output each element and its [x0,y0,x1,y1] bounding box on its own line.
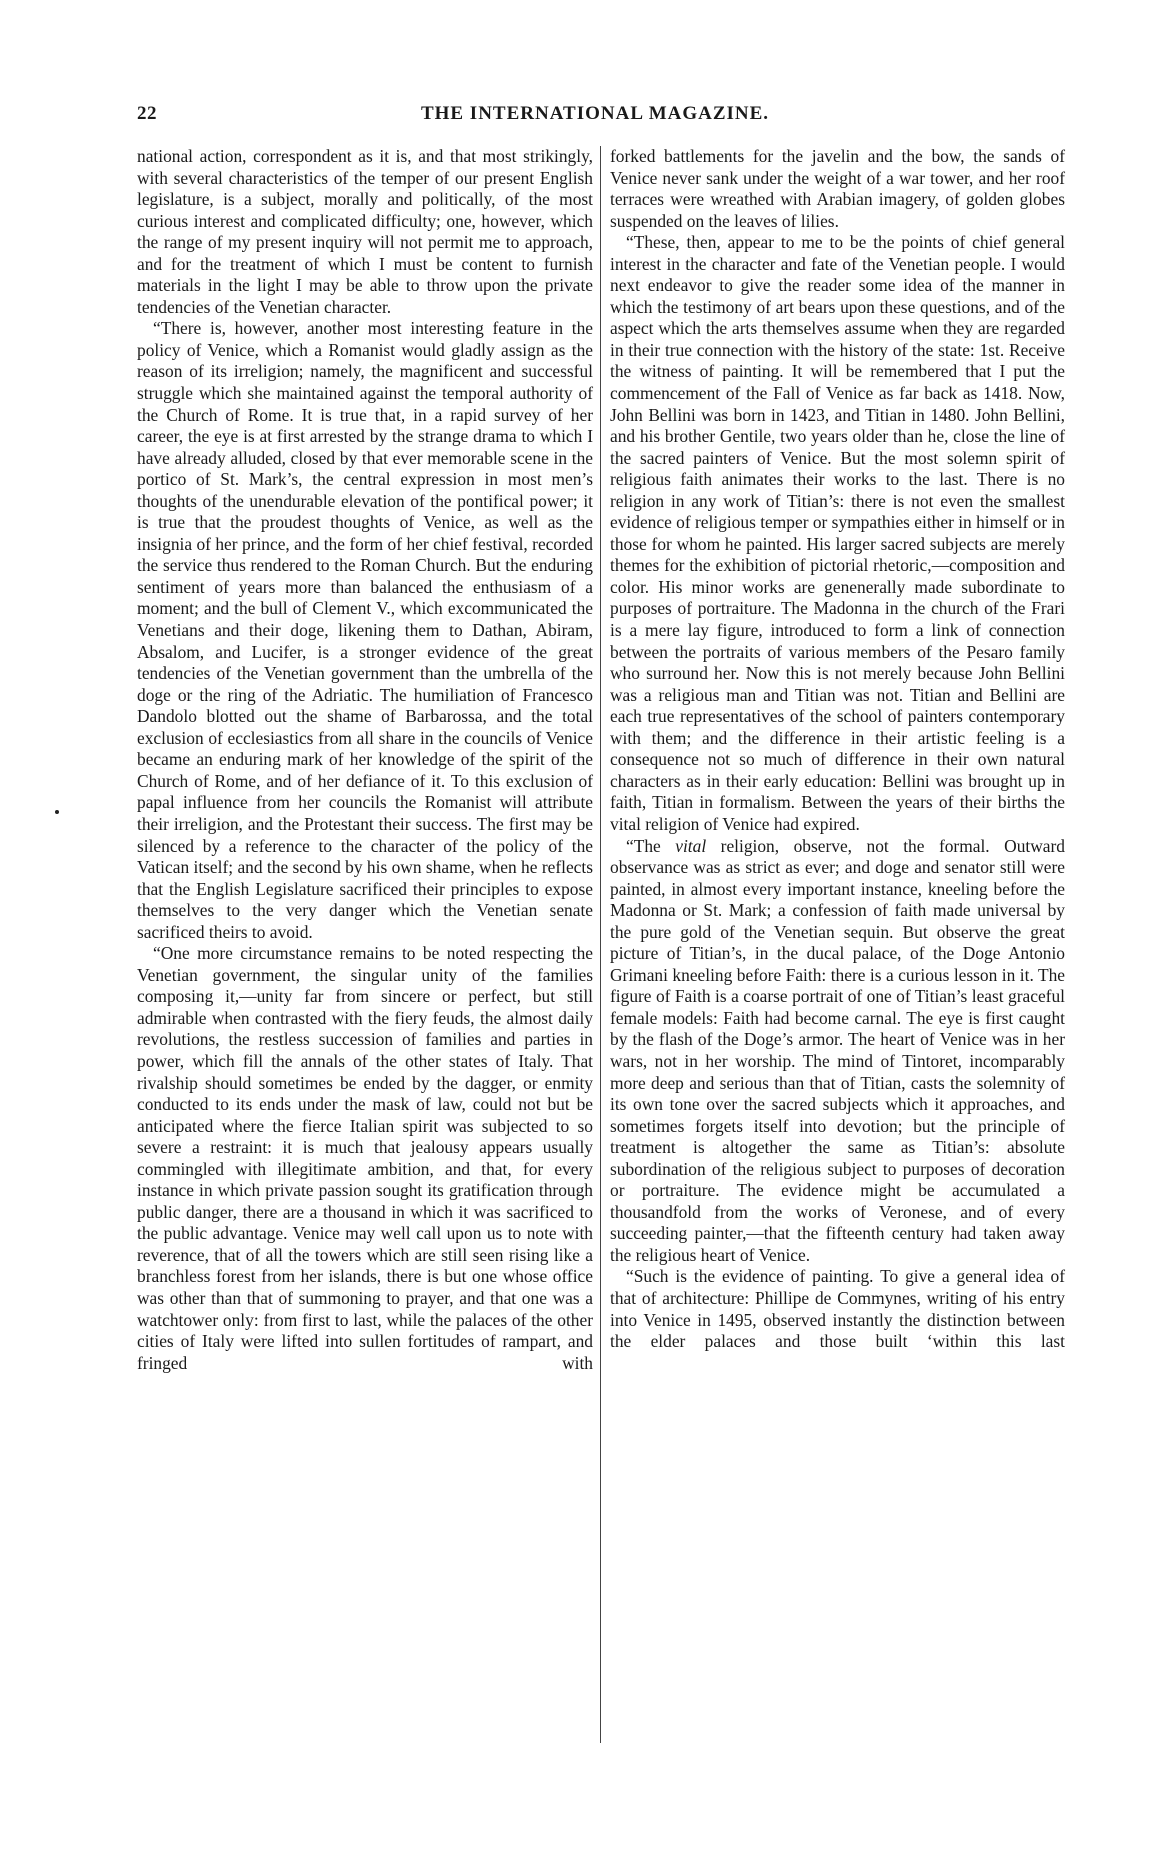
left-paragraph-2: “There is, however, another most interesting feature in the policy of Venice, which a Romanist would gladly assign as the reason of its irreligion; namely, the magnificent and successful struggle which she maintained against the temporal authority of the Church of Rome. It is true that, in a rapid survey of her career, the eye is at first arrested by the strange drama to which I have already alluded, closed by that ever memorable scene in the portico of St. Mark’s, the central expression in most men’s thoughts of the unendurable elevation of the pontifical power; it is true that the proudest thoughts of Venice, as well as the insignia of her prince, and the form of her chief festival, recorded the service thus rendered to the Roman Church. But the enduring sentiment of years more than balanced the enthusiasm of a moment; and the bull of Clement V., which excommunicated the Venetians and their doge, likening them to Dathan, Abiram, Absalom, and Lucifer, is a stronger evidence of the great tendencies of the Venetian government than the umbrella of the doge or the ring of the Adriatic. The humiliation of Francesco Dandolo blotted out the shame of Barbarossa, and the total exclusion of ecclesiastics from all share in the councils of Venice became an enduring mark of her knowledge of the spirit of the Church of Rome, and of her defiance of it. To this exclusion of papal influence from her councils the Romanist will attribute their irreligion, and the Protestant their success. The first may be silenced by a reference to the character of the policy of the Vatican itself; and the second by his own shame, when he reflects that the English Legislature sacrificed their principles to expose themselves to the very danger which the Venetian senate sacrificed theirs to avoid. [137,318,593,942]
page-number: 22 [137,103,157,124]
right-paragraph-2: “These, then, appear to me to be the points of chief general interest in the character and fate of the Venetian people. I would next endeavor to give the reader some idea of the manner in which the testimony of art bears upon these questions, and of the aspect which the arts themselves assume when they are regarded in their true connection with the history of the state: 1st. Receive the witness of painting. It will be remembered that I put the commencement of the Fall of Venice as far back as 1418. Now, John Bellini was born in 1423, and Titian in 1480. John Bellini, and his brother Gentile, two years older than he, close the line of the sacred painters of Venice. But the most solemn spirit of religious faith animates their works to the last. There is no religion in any work of Titian’s: there is not even the smallest evidence of religious temper or sympathies either in himself or in those for whom he painted. His larger sacred subjects are merely themes for the exhibition of pictorial rhetoric,—composition and color. His minor works are genenerally made subordinate to purposes of portraiture. The Madonna in the church of the Frari is a mere lay figure, introduced to form a link of connection between the portraits of various members of the Pesaro family who surround her. Now this is not merely because John Bellini was a religious man and Titian was not. Titian and Bellini are each true representatives of the school of painters contemporary with them; and the difference in their artistic feeling is a consequence not so much of difference in their own natural characters as in their early education: Bellini was brought up in faith, Titian in formalism. Between the years of their births the vital religion of Venice had expired. [610,232,1065,834]
right-paragraph-3 [610,836,1065,1267]
left-paragraph-3: “One more circumstance remains to be noted respecting the Venetian government, the singular unity of the families composing it,—unity far from sincere or perfect, but still admirable when contrasted with the fiery feuds, the almost daily revolutions, the restless succession of families and parties in power, which fill the annals of the other states of Italy. That rivalship should sometimes be ended by the dagger, or enmity conducted to its ends under the mask of law, could not but be anticipated where the fierce Italian spirit was subjected to so severe a restraint: it is much that jealousy appears usually commingled with illegitimate ambition, and that, for every instance in which private passion sought its gratification through public danger, there are a thousand in which it was sacrificed to the public advantage. Venice may well call upon us to note with reverence, that of all the towers which are still seen rising like a branchless forest from her islands, there is but one whose office was other than that of summoning to prayer, and that one was a watchtower only: from first to last, while the palaces of the other cities of Italy were lifted into sullen fortitudes of rampart, and fringed with [137,943,593,1373]
left-paragraph-1: national action, correspondent as it is, and that most strikingly, with several characteristics of the temper of our present English legislature, is a subject, morally and politically, of the most curious interest and complicated difficulty; one, however, which the range of my present inquiry will not permit me to approach, and for the treatment of which I must be content to furnish materials in the light I may be able to throw upon the private tendencies of the Venetian character. [137,146,593,317]
emphasis-vital: vital [675,835,707,856]
right-paragraph-3-start: “The [626,835,676,856]
page-header [137,101,1053,131]
right-column [610,146,1065,1353]
right-paragraph-4: “Such is the evidence of painting. To give a general idea of that of architecture: Phillipe de Commynes, writing of his entry into Venice in 1495, observed instantly the distinction between the elder palaces and those built ‘within this last [610,1266,1065,1352]
column-divider [600,146,601,1743]
running-title: THE INTERNATIONAL MAGAZINE. [420,103,770,124]
left-column [137,146,593,1374]
margin-speck [55,810,59,814]
right-paragraph-3-rest: religion, observe, not the formal. Outward observance was as strict as ever; and doge and senator still were painted, in almost every important instance, kneeling before the Madonna or St. Mark; a confession of faith made universal by the pure gold of the Venetian sequin. But observe the great picture of Titian’s, in the ducal palace, of the Doge Antonio Grimani kneeling before Faith: there is a curious lesson in it. The figure of Faith is a coarse portrait of one of Titian’s least graceful female models: Faith had become carnal. The eye is first caught by the flash of the Doge’s armor. The heart of Venice was in her wars, not in her worship. The mind of Tintoret, incomparably more deep and serious than that of Titian, casts the solemnity of its own tone over the sacred subjects which it approaches, and sometimes forgets itself into devotion; but the principle of treatment is altogether the same as Titian’s: absolute subordination of the religious subject to purposes of decoration or portraiture. The evidence might be accumulated a thousandfold from the works of Veronese, and of every succeeding painter,—that the fifteenth century had taken away the religious heart of Venice. [610,835,1065,1265]
right-paragraph-1: forked battlements for the javelin and the bow, the sands of Venice never sank under the weight of a war tower, and her roof terraces were wreathed with Arabian imagery, of golden globes suspended on the leaves of lilies. [610,146,1065,231]
